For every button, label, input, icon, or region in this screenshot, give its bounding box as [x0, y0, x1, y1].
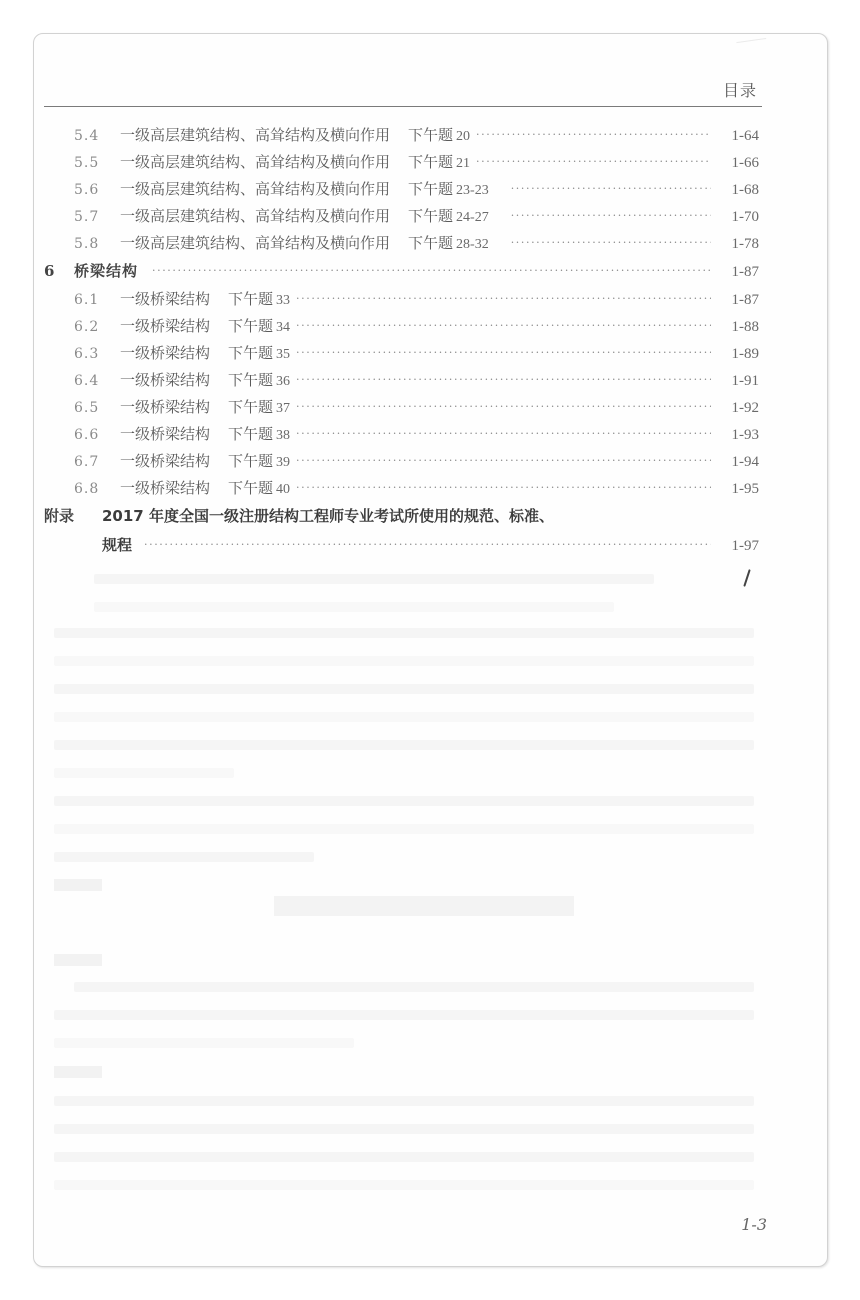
- toc-entry-number: 6.3: [74, 346, 100, 362]
- toc-entry-question-number: 21: [456, 156, 471, 171]
- toc-entry-title: 一级高层建筑结构、高耸结构及横向作用: [120, 207, 391, 225]
- toc-entry-title: 一级桥梁结构: [120, 479, 211, 497]
- toc-entry-question-number: 33: [276, 293, 291, 308]
- toc-entry-number: 6.5: [74, 400, 100, 416]
- dot-leader: [296, 292, 711, 305]
- toc-entry-number: 5.4: [74, 128, 100, 144]
- toc-entry-6-1[interactable]: [34, 288, 827, 314]
- toc-entry-page: 1-70: [731, 209, 759, 225]
- dot-leader: [296, 373, 711, 386]
- toc-entry-5-8[interactable]: [34, 232, 827, 258]
- toc-appendix[interactable]: [34, 505, 827, 531]
- toc-entry-page: 1-88: [731, 319, 759, 335]
- toc-entry-question-label: 下午题: [228, 452, 274, 470]
- toc-entry-question-label: 下午题: [408, 126, 454, 144]
- toc-entry-question-number: 24-27: [456, 210, 489, 225]
- pen-mark: [743, 569, 750, 587]
- toc-entry-question-label: 下午题: [228, 479, 274, 497]
- toc-appendix-label: 附录: [44, 507, 75, 525]
- toc-chapter-6[interactable]: [34, 260, 827, 286]
- toc-entry-5-6[interactable]: [34, 178, 827, 204]
- toc-entry-page: 1-68: [731, 182, 759, 198]
- toc-entry-page: 1-78: [731, 236, 759, 252]
- toc-entry-title: 一级高层建筑结构、高耸结构及横向作用: [120, 153, 391, 171]
- toc-entry-6-8[interactable]: [34, 477, 827, 503]
- toc-entry-question-label: 下午题: [228, 425, 274, 443]
- dot-leader: [152, 264, 711, 277]
- book-page: [33, 33, 828, 1267]
- toc-entry-page: 1-95: [731, 481, 759, 497]
- toc-entry-number: 6.6: [74, 427, 100, 443]
- toc-appendix-continued[interactable]: [34, 534, 827, 560]
- dot-leader: [296, 481, 711, 494]
- toc-entry-5-7[interactable]: [34, 205, 827, 231]
- toc-entry-title: 一级桥梁结构: [120, 398, 211, 416]
- toc-entry-number: 5.7: [74, 209, 100, 225]
- toc-entry-number: 5.6: [74, 182, 100, 198]
- dot-leader: [296, 400, 711, 413]
- dot-leader: [476, 155, 711, 168]
- toc-entry-question-label: 下午题: [228, 344, 274, 362]
- toc-entry-question-number: 39: [276, 455, 291, 470]
- toc-entry-question-number: 36: [276, 374, 291, 389]
- toc-entry-number: 6.8: [74, 481, 100, 497]
- toc-entry-title: 一级桥梁结构: [120, 317, 211, 335]
- toc-entry-title: 一级桥梁结构: [120, 452, 211, 470]
- dot-leader: [511, 209, 711, 222]
- toc-entry-number: 5.8: [74, 236, 100, 252]
- toc-entry-question-label: 下午题: [228, 371, 274, 389]
- toc-entry-question-label: 下午题: [408, 180, 454, 198]
- dot-leader: [296, 319, 711, 332]
- toc-entry-question-number: 28-32: [456, 237, 489, 252]
- dot-leader: [511, 236, 711, 249]
- dot-leader: [296, 454, 711, 467]
- dot-leader: [476, 128, 711, 141]
- toc-entry-number: 5.5: [74, 155, 100, 171]
- toc-appendix-title: 2017 年度全国一级注册结构工程师专业考试所使用的规范、标准、: [102, 507, 554, 525]
- toc-appendix-page: 1-97: [731, 538, 759, 554]
- toc-entry-number: 6.1: [74, 292, 100, 308]
- toc-entry-question-number: 38: [276, 428, 291, 443]
- toc-entry-6-4[interactable]: [34, 369, 827, 395]
- toc-entry-question-number: 37: [276, 401, 291, 416]
- toc-entry-5-5[interactable]: [34, 151, 827, 177]
- toc-entry-question-number: 35: [276, 347, 291, 362]
- header-rule: [44, 106, 762, 107]
- toc-entry-page: 1-91: [731, 373, 759, 389]
- toc-entry-question-label: 下午题: [228, 398, 274, 416]
- scan-mark: [736, 38, 767, 53]
- toc-entry-page: 1-87: [731, 292, 759, 308]
- toc-entry-question-label: 下午题: [408, 207, 454, 225]
- toc-entry-page: 1-92: [731, 400, 759, 416]
- page-number: 1-3: [741, 1215, 767, 1234]
- toc-entry-question-label: 下午题: [408, 234, 454, 252]
- toc-entry-question-label: 下午题: [228, 317, 274, 335]
- show-through-heading: [274, 896, 574, 916]
- toc-entry-6-3[interactable]: [34, 342, 827, 368]
- toc-entry-title: 一级桥梁结构: [120, 371, 211, 389]
- toc-entry-5-4[interactable]: [34, 124, 827, 150]
- toc-entry-6-5[interactable]: [34, 396, 827, 422]
- toc-chapter-page: 1-87: [731, 264, 759, 280]
- dot-leader: [144, 538, 711, 551]
- toc-chapter-title: 桥梁结构: [74, 262, 139, 280]
- toc-entry-6-2[interactable]: [34, 315, 827, 341]
- dot-leader: [296, 427, 711, 440]
- toc-entry-title: 一级桥梁结构: [120, 344, 211, 362]
- dot-leader: [511, 182, 711, 195]
- toc-appendix-title-continued: 规程: [102, 536, 133, 554]
- toc-entry-title: 一级桥梁结构: [120, 425, 211, 443]
- toc-chapter-number: 6: [44, 262, 56, 280]
- toc-entry-question-number: 40: [276, 482, 291, 497]
- toc-entry-number: 6.7: [74, 454, 100, 470]
- toc-entry-number: 6.4: [74, 373, 100, 389]
- toc-entry-question-number: 23-23: [456, 183, 489, 198]
- toc-entry-title: 一级桥梁结构: [120, 290, 211, 308]
- toc-entry-page: 1-94: [731, 454, 759, 470]
- toc-entry-page: 1-89: [731, 346, 759, 362]
- toc-entry-page: 1-93: [731, 427, 759, 443]
- dot-leader: [296, 346, 711, 359]
- toc-entry-page: 1-66: [731, 155, 759, 171]
- toc-entry-number: 6.2: [74, 319, 100, 335]
- running-header-title: 目录: [722, 81, 757, 100]
- toc-entry-6-7[interactable]: [34, 450, 827, 476]
- toc-entry-title: 一级高层建筑结构、高耸结构及横向作用: [120, 234, 391, 252]
- toc-entry-question-label: 下午题: [408, 153, 454, 171]
- toc-entry-page: 1-64: [731, 128, 759, 144]
- toc-entry-question-number: 20: [456, 129, 471, 144]
- toc-entry-question-label: 下午题: [228, 290, 274, 308]
- toc-entry-question-number: 34: [276, 320, 291, 335]
- toc-entry-6-6[interactable]: [34, 423, 827, 449]
- toc-entry-title: 一级高层建筑结构、高耸结构及横向作用: [120, 126, 391, 144]
- toc-entry-title: 一级高层建筑结构、高耸结构及横向作用: [120, 180, 391, 198]
